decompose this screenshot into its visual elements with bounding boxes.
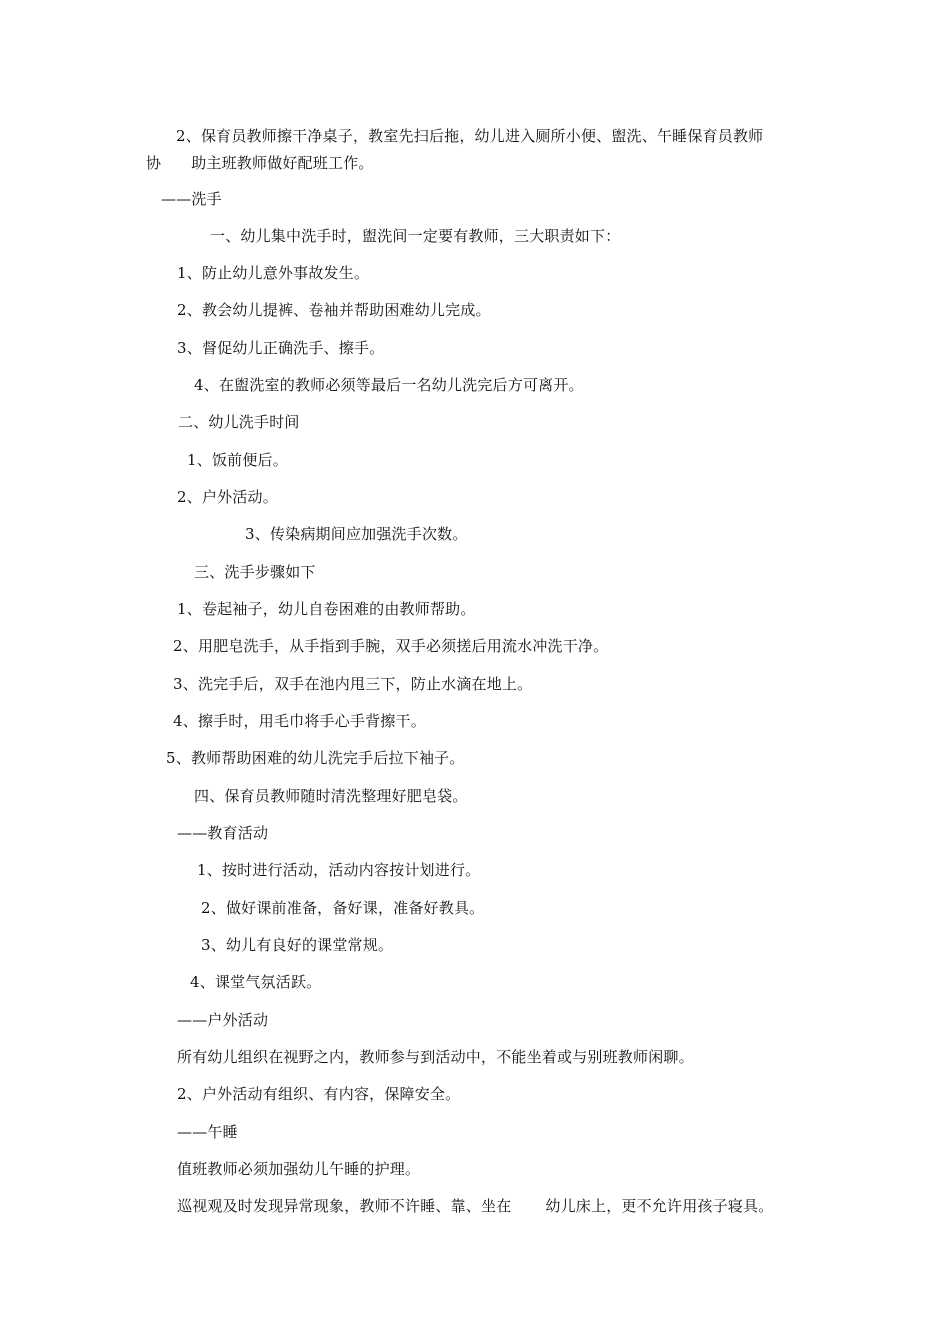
paragraph-line: [177, 1197, 773, 1215]
list-item: 1、饭前便后。: [187, 451, 288, 469]
section-heading-nap: ——午睡: [177, 1123, 238, 1141]
list-item: 2、教会幼儿提裤、卷袖并帮助困难幼儿完成。: [177, 301, 491, 319]
section-heading-handwashing: ——洗手: [161, 190, 222, 208]
list-item: 4、在盥洗室的教师必须等最后一名幼儿洗完后方可离开。: [194, 376, 584, 394]
subheading: 三、洗手步骤如下: [194, 563, 316, 581]
list-item: 4、课堂气氛活跃。: [190, 973, 322, 991]
list-item: 2、户外活动有组织、有内容，保障安全。: [177, 1085, 461, 1103]
list-item: 1、按时进行活动，活动内容按计划进行。: [197, 861, 481, 879]
text-fragment: 协: [146, 154, 162, 172]
list-item: 3、洗完手后，双手在池内甩三下，防止水滴在地上。: [173, 675, 533, 693]
section-heading-outdoor: ——户外活动: [177, 1011, 269, 1029]
list-item: 2、户外活动。: [177, 488, 278, 506]
subheading: 四、保育员教师随时清洗整理好肥皂袋。: [194, 787, 468, 805]
subheading: 二、幼儿洗手时间: [178, 413, 300, 431]
paragraph-line: [146, 154, 374, 172]
paragraph-line: 一、幼儿集中洗手时，盥洗间一定要有教师，三大职责如下：: [210, 227, 621, 245]
list-item: 3、督促幼儿正确洗手、擦手。: [177, 339, 385, 357]
text-fragment: 助主班教师做好配班工作。: [191, 154, 374, 172]
text-fragment: 巡视观及时发现异常现象，教师不许睡、靠、坐在: [177, 1197, 512, 1215]
list-item: 2、做好课前准备，备好课，准备好教具。: [201, 899, 485, 917]
list-item: 3、传染病期间应加强洗手次数。: [245, 525, 468, 543]
list-item: 1、卷起袖子，幼儿自卷困难的由教师帮助。: [177, 600, 476, 618]
list-item: 5、教师帮助困难的幼儿洗完手后拉下袖子。: [166, 749, 465, 767]
list-item: 1、防止幼儿意外事故发生。: [177, 264, 370, 282]
paragraph-line: 2、保育员教师擦干净桌子，教室先扫后拖，幼儿进入厕所小便、盥洗、午睡保育员教师: [176, 127, 764, 145]
paragraph-line: 值班教师必须加强幼儿午睡的护理。: [177, 1160, 421, 1178]
list-item: 3、幼儿有良好的课堂常规。: [201, 936, 394, 954]
paragraph-line: 所有幼儿组织在视野之内，教师参与到活动中，不能坐着或与别班教师闲聊。: [177, 1048, 694, 1066]
list-item: 2、用肥皂洗手，从手指到手腕，双手必须搓后用流水冲洗干净。: [173, 637, 609, 655]
list-item: 4、擦手时，用毛巾将手心手背擦干。: [173, 712, 426, 730]
text-fragment: 幼儿床上，更不允许用孩子寝具。: [545, 1197, 774, 1215]
section-heading-education: ——教育活动: [177, 824, 269, 842]
